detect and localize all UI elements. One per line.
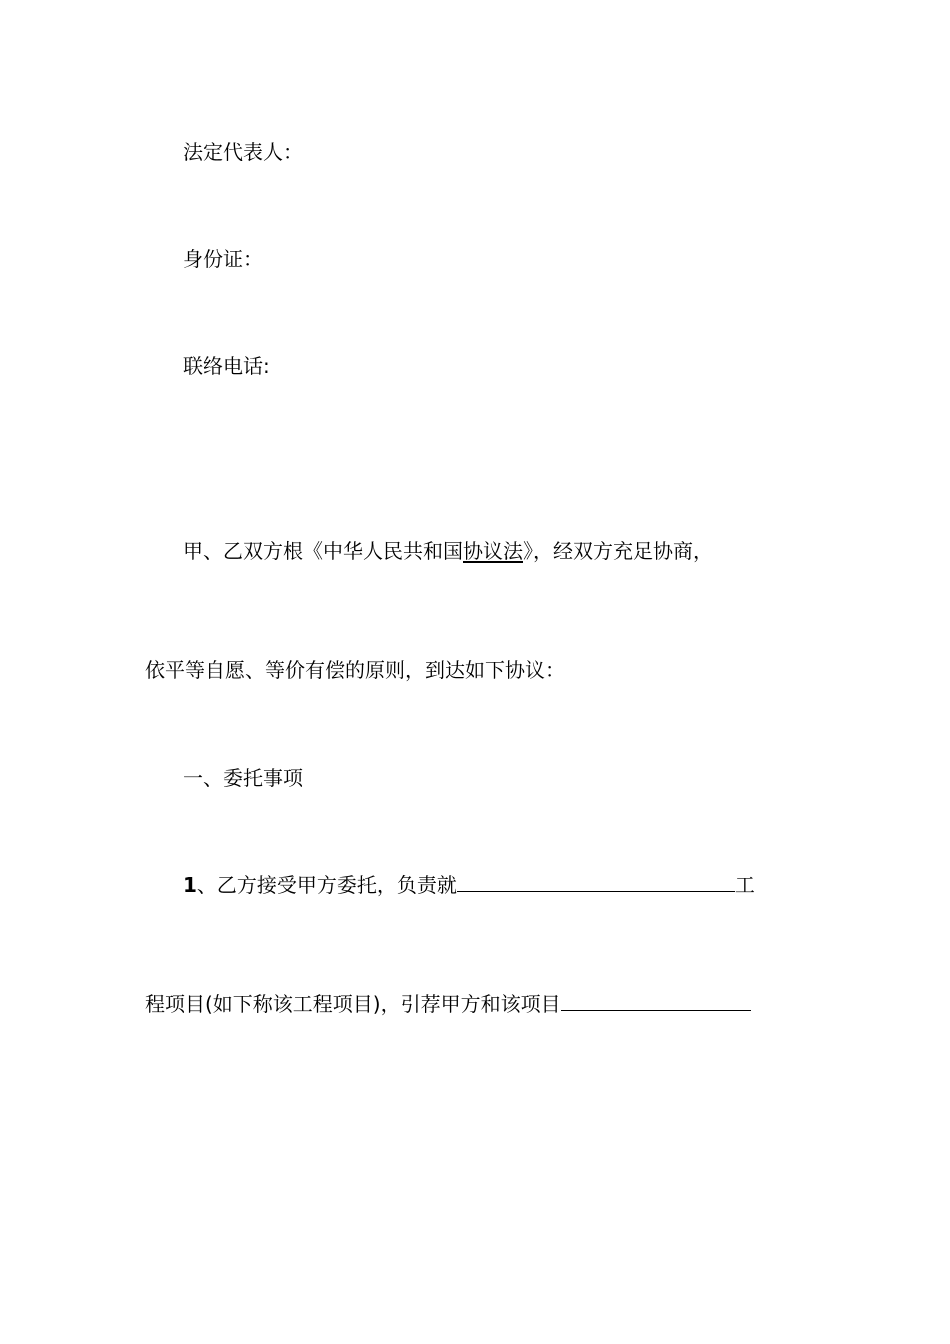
project-name-blank: [457, 873, 735, 892]
phone-label: 联络电话:: [183, 354, 270, 378]
section-heading: 一、委托事项: [183, 766, 303, 790]
intro-text-a: 甲、乙双方根《中华人民共和国: [183, 539, 463, 563]
clause-number: 1: [183, 873, 197, 897]
id-card-label: 身份证：: [183, 247, 263, 271]
intro-line-1: [183, 537, 713, 565]
clause-1-line-1: [183, 871, 755, 899]
clause-1-text: 、乙方接受甲方委托，负责就: [196, 873, 457, 897]
clause-1-line-2: [145, 990, 751, 1018]
contract-law-link: 协议法: [463, 539, 523, 563]
clause-1-tail: 工: [734, 873, 755, 897]
intro-text-b: 》，经双方充足协商，: [523, 539, 713, 563]
clause-1-line-2-text: 程项目(如下称该工程项目)，引荐甲方和该项目: [145, 992, 561, 1016]
project-party-blank: [561, 992, 751, 1011]
intro-line-2: 依平等自愿、等价有偿的原则，到达如下协议：: [145, 658, 565, 682]
legal-representative-label: 法定代表人：: [183, 140, 303, 164]
